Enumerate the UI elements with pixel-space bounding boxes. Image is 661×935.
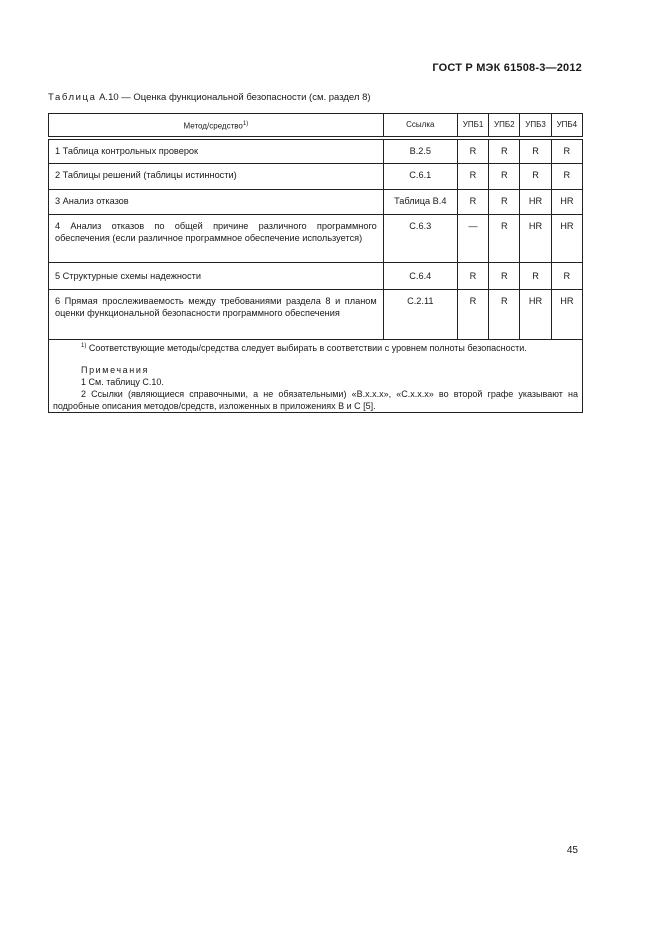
header-upb3: УПБ3 [520,114,551,137]
row-method: 2 Таблицы решений (таблицы истинности) [49,164,384,190]
row-upb3: HR [520,190,551,215]
row-method: 1 Таблица контрольных проверок [49,140,384,164]
row-upb2: R [489,215,520,263]
row-upb2: R [489,164,520,190]
row-ref: Таблица В.4 [383,190,457,215]
header-upb2: УПБ2 [489,114,520,137]
row-upb3: HR [520,290,551,340]
row-upb1: R [457,263,488,290]
caption-text: А.10 — Оценка функциональной безопасности (см. раздел 8) [99,92,371,103]
header-method-sup: 1) [242,120,249,127]
table-header-row [49,114,583,137]
footnote [53,340,578,354]
note-item: 2 Ссылки (являющиеся справочными, а не обязательными) «B.x.x.x», «C.x.x.x» во второй графе указывают на подробные описания методов/средств, изложенных в приложениях В и С [5]. [53,389,578,411]
table-row [49,263,583,290]
row-method: 6 Прямая прослеживаемость между требованиями раздела 8 и планом оценки функциональной безопасности программного обеспечения [49,290,384,340]
header-upb1: УПБ1 [457,114,488,137]
row-upb3: R [520,263,551,290]
caption-label: Таблица [48,92,97,103]
row-upb3: HR [520,215,551,263]
row-upb4: HR [551,190,582,215]
row-ref: C.2.11 [383,290,457,340]
row-method: 3 Анализ отказов [49,190,384,215]
row-ref: C.6.4 [383,263,457,290]
row-ref: C.6.3 [383,215,457,263]
row-upb1: R [457,290,488,340]
page-number: 45 [566,845,578,856]
table-caption [48,92,371,103]
row-upb1: R [457,164,488,190]
table-row [49,290,583,340]
footnote-marker: 1) [81,343,87,349]
header-method: Метод/средство$^{1)}$ [49,114,384,137]
standard-header: ГОСТ Р МЭК 61508-3—2012 [432,62,582,74]
notes-title: Примечания [81,365,149,375]
table-row [49,164,583,190]
row-upb4: HR [551,215,582,263]
row-upb3: R [520,140,551,164]
row-upb1: R [457,140,488,164]
assessment-table [48,113,583,413]
row-ref: C.6.1 [383,164,457,190]
row-upb4: R [551,140,582,164]
footnote-text: Соответствующие методы/средства следует выбирать в соответствии с уровнем полноты безопасности. [88,343,527,353]
row-upb2: R [489,190,520,215]
header-ref: Ссылка [383,114,457,137]
row-upb4: HR [551,290,582,340]
row-upb4: R [551,263,582,290]
row-ref: B.2.5 [383,140,457,164]
row-upb3: R [520,164,551,190]
row-upb2: R [489,140,520,164]
row-method: 5 Структурные схемы надежности [49,263,384,290]
table-footer [49,340,583,413]
table-row [49,140,583,164]
row-upb1: — [457,215,488,263]
header-upb4: УПБ4 [551,114,582,137]
table-footer-row [49,340,583,413]
row-upb1: R [457,190,488,215]
row-upb2: R [489,263,520,290]
note-item: 1 См. таблицу С.10. [81,377,164,387]
row-upb2: R [489,290,520,340]
row-upb4: R [551,164,582,190]
row-method: 4 Анализ отказов по общей причине различного программного обеспечения (если различное программное обеспечение используется) [49,215,384,263]
table-row [49,215,583,263]
table-row [49,190,583,215]
